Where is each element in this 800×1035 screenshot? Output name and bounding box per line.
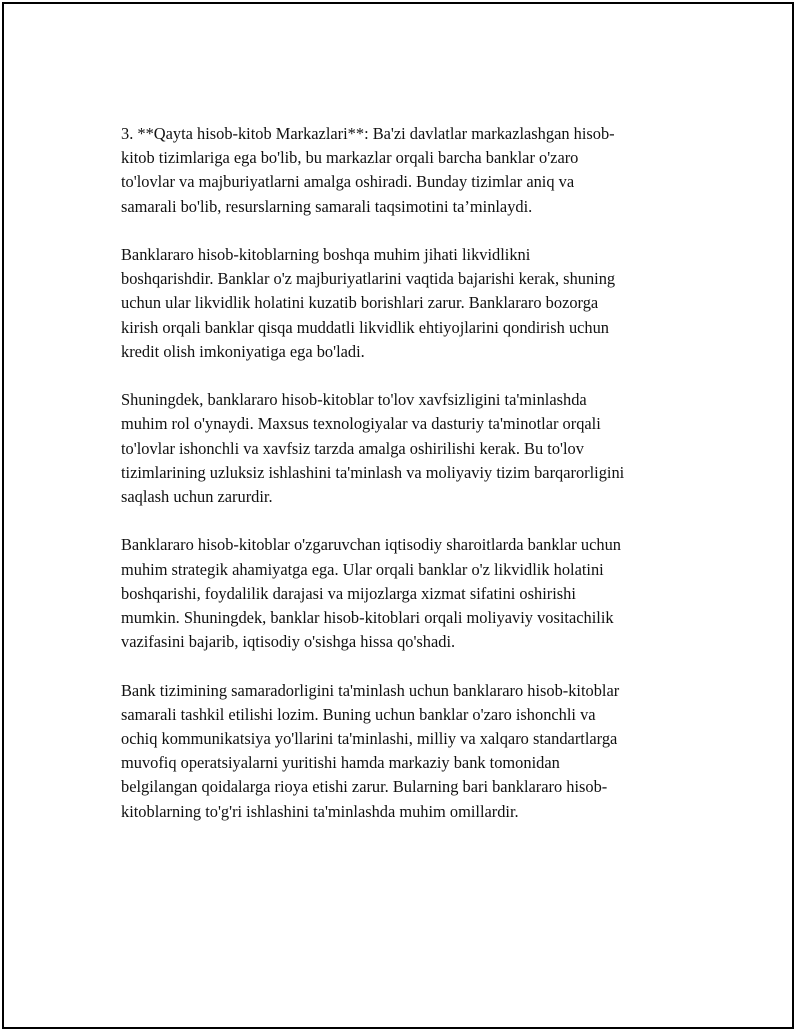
paragraph-settlement-centers: 3. **Qayta hisob-kitob Markazlari**: Ba'zi davlatlar markazlashgan hisob- kitob tizimlariga ega bo'lib, bu markazlar orqali barcha banklar o'zaro to'lovlar va majburiyatlarni amalga oshiradi. Bunday tizimlar aniq va samarali bo'lib, resurslarning samarali taqsimotini ta’minlaydi.	[121, 124, 615, 216]
document-body	[121, 122, 696, 848]
page-frame	[2, 2, 794, 1029]
paragraph-system-efficiency: Bank tizimining samaradorligini ta'minlash uchun banklararo hisob-kitoblar samarali tashkil etilishi lozim. Buning uchun banklar o'zaro ishonchli va ochiq kommunikatsiya yo'llarini ta'minlashi, milliy va xalqaro standartlarga muvofiq operatsiyalarni yuritishi hamda markaziy bank tomonidan belgilangan qoidalarga rioya etishi zarur. Bularning bari banklararo hisob- kitoblarning to'g'ri ishlashini ta'minlashda muhim omillardir.	[121, 680, 620, 821]
paragraph-strategic-importance: Banklararo hisob-kitoblar o'zgaruvchan iqtisodiy sharoitlarda banklar uchun muhim strategik ahamiyatga ega. Ular orqali banklar o'z likvidlik holatini boshqarishi, foydalilik darajasi va mijozlarga xizmat sifatini oshirishi mumkin. Shuningdek, banklar hisob-kitoblari orqali moliyaviy vositachilik vazifasini bajarib, iqtisodiy o'sishga hissa qo'shadi.	[121, 535, 621, 652]
paragraph-payment-security: Shuningdek, banklararo hisob-kitoblar to'lov xavfsizligini ta'minlashda muhim rol o'ynaydi. Maxsus texnologiyalar va dasturiy ta'minotlar orqali to'lovlar ishonchli va xavfsiz tarzda amalga oshirilishi kerak. Bu to'lov tizimlarining uzluksiz ishlashini ta'minlash va moliyaviy tizim barqarorligini saqlash uchun zarurdir.	[121, 390, 625, 507]
paragraph-liquidity-management: Banklararo hisob-kitoblarning boshqa muhim jihati likvidlikni boshqarishdir. Banklar o'z majburiyatlarini vaqtida bajarishi kerak, shuning uchun ular likvidlik holatini kuzatib borishlari zarur. Banklararo bozorga kirish orqali banklar qisqa muddatli likvidlik ehtiyojlarini qondirish uchun kredit olish imkoniyatiga ega bo'ladi.	[121, 245, 616, 361]
